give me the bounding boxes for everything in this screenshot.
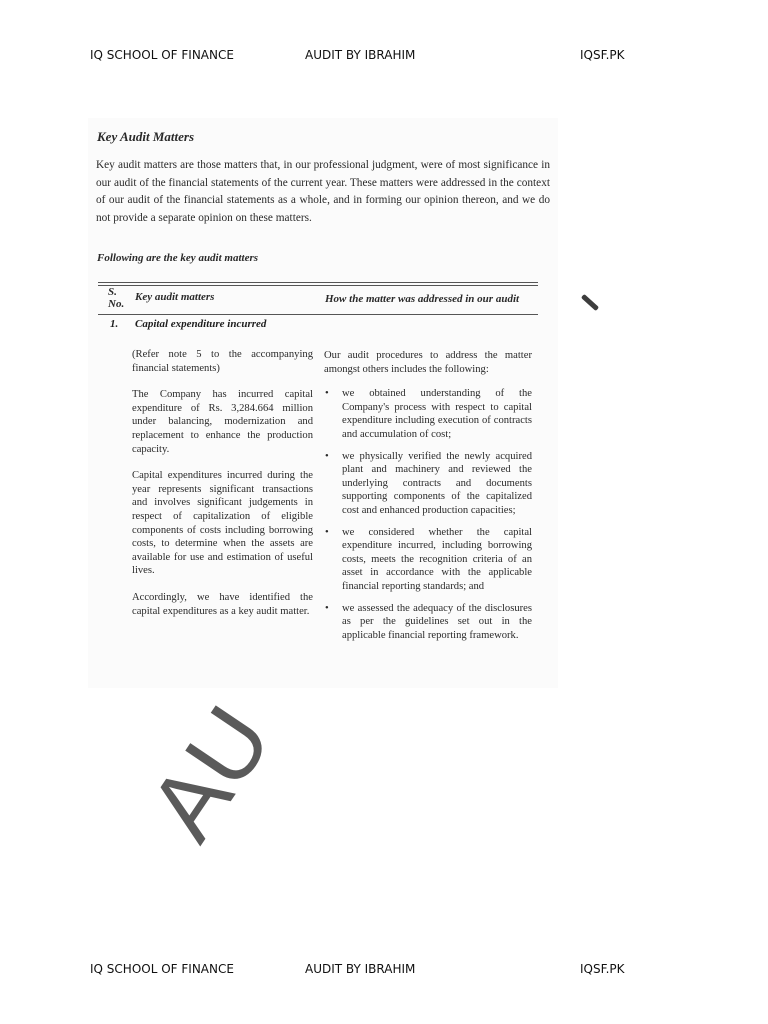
- column-header-sno: S. No.: [108, 286, 125, 310]
- list-item-text: we considered whether the capital expenditure incurred, including borrowing costs, meets the recognition criteria of an asset in accordance with the applicable financial reporting standards; and: [342, 526, 532, 592]
- kam-paragraph: (Refer note 5 to the accompanying financial statements): [132, 349, 313, 374]
- section-title: Key Audit Matters: [97, 129, 195, 144]
- list-item: [324, 387, 532, 441]
- scan-smudge-mark: [581, 294, 599, 311]
- audit-response-column: [324, 349, 532, 650]
- list-item: [324, 450, 532, 518]
- header-center-text: AUDIT BY IBRAHIM: [305, 48, 416, 62]
- row-title: Capital expenditure incurred: [135, 318, 267, 330]
- header-right-text: IQSF.PK: [580, 48, 625, 62]
- response-intro: Our audit procedures to address the matter amongst others includes the following:: [324, 350, 532, 375]
- kam-paragraph: The Company has incurred capital expenditure of Rs. 3,284.664 million under balancing, modernization and replacement to enhance the production capacity.: [132, 389, 313, 455]
- column-header-how-addressed: How the matter was addressed in our audit: [325, 293, 520, 305]
- watermark-area: [88, 688, 348, 888]
- procedure-list: [324, 387, 532, 642]
- bullet-icon: •: [325, 526, 329, 538]
- list-item: [324, 602, 532, 643]
- list-item-text: we obtained understanding of the Company's process with respect to capital expenditure including execution of contracts and accumulation of cost;: [342, 388, 532, 440]
- key-audit-matter-column: [132, 348, 313, 631]
- header-left-text: IQ SCHOOL OF FINANCE: [90, 48, 234, 62]
- table-header-rule: [98, 314, 538, 315]
- following-heading: Following are the key audit matters: [97, 252, 259, 264]
- footer-center-text: AUDIT BY IBRAHIM: [305, 962, 416, 976]
- list-item: [324, 526, 532, 594]
- row-number: 1.: [110, 318, 119, 330]
- kam-paragraph: Accordingly, we have identified the capital expenditures as a key audit matter.: [132, 591, 313, 617]
- page-header: [0, 48, 768, 68]
- table-top-rule: [98, 282, 538, 283]
- column-header-key-audit-matters: Key audit matters: [135, 291, 215, 303]
- watermark-text: AU: [128, 688, 293, 859]
- bullet-icon: •: [325, 388, 329, 400]
- bullet-icon: •: [325, 602, 329, 614]
- list-item-text: we assessed the adequacy of the disclosures as per the guidelines set out in the applicable financial reporting framework.: [342, 602, 532, 641]
- intro-paragraph: Key audit matters are those matters that, in our professional judgment, were of most significance in our audit of the financial statements of the current year. These matters were addressed in the context of our audit of the financial statements as a whole, and in forming our opinion thereon, and we do not provide a separate opinion on these matters.: [96, 159, 550, 224]
- list-item-text: we physically verified the newly acquired plant and machinery and reviewed the underlying contracts and documents supporting components of the capitalized cost and enhanced production capacities;: [342, 450, 532, 516]
- table-top-rule-thin: [98, 285, 538, 286]
- bullet-icon: •: [325, 450, 329, 462]
- footer-left-text: IQ SCHOOL OF FINANCE: [90, 962, 234, 976]
- footer-right-text: IQSF.PK: [580, 962, 625, 976]
- page-footer: [0, 962, 768, 982]
- kam-paragraph: Capital expenditures incurred during the year represents significant transactions and involves significant judgements in respect of capitalization of eligible components of costs including borrowing costs, to determine when the assets are available for use and estimation of useful lives.: [132, 470, 313, 577]
